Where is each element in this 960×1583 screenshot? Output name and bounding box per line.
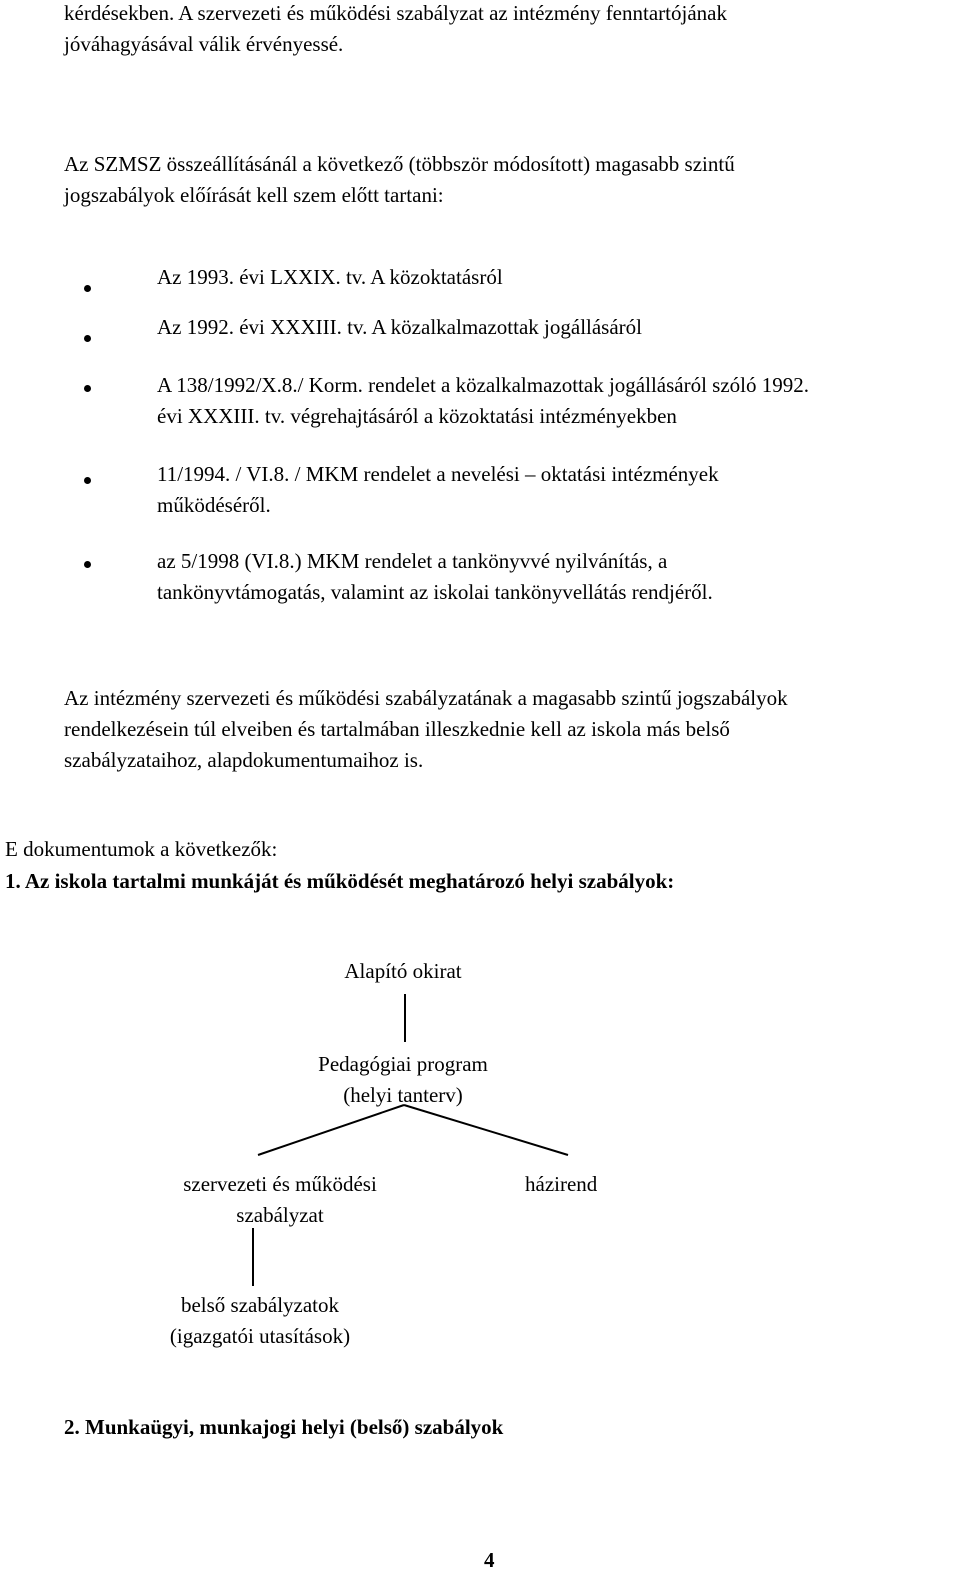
law-item-line: A 138/1992/X.8./ Korm. rendelet a közalkalmazottak jogállásáról szóló 1992.	[157, 373, 810, 397]
szmsz-line-2: jogszabályok előírását kell szem előtt tartani:	[64, 183, 444, 207]
branch-line-right	[404, 1105, 568, 1155]
law-item-text: Az 1992. évi XXXIII. tv. A közalkalmazottak jogállásáról	[157, 315, 642, 339]
branch-line-left	[258, 1105, 404, 1155]
intro-line-2: jóváhagyásával válik érvényessé.	[64, 32, 344, 56]
law-item-line: működéséről.	[157, 493, 271, 517]
belso-szabalyzatok-node	[120, 1290, 400, 1352]
section-2-heading: 2. Munkaügyi, munkajogi helyi (belső) szabályok	[64, 1415, 504, 1439]
institution-line-3: szabályzataihoz, alapdokumentumaihoz is.	[64, 748, 424, 772]
alapito-okirat-node: Alapító okirat	[344, 959, 462, 983]
pedagogiai-line-1: Pedagógiai program	[318, 1052, 488, 1076]
belso-line-2: (igazgatói utasítások)	[169, 1324, 351, 1348]
connector-line	[252, 1228, 254, 1286]
pedagogiai-line-2: (helyi tanterv)	[343, 1083, 463, 1107]
law-item-line: tankönyvtámogatás, valamint az iskolai tankönyvellátás rendjéről.	[157, 580, 713, 604]
institution-line-2: rendelkezésein túl elveiben és tartalmában illeszkednie kell az iskola más belső	[64, 717, 730, 741]
intro-line-1: kérdésekben. A szervezeti és működési szabályzat az intézmény fenntartójának	[64, 1, 727, 25]
hazirend-node: házirend	[525, 1172, 598, 1196]
law-item-line: az 5/1998 (VI.8.) MKM rendelet a tankönyvvé nyilvánítás, a	[157, 549, 668, 573]
institution-line-1: Az intézmény szervezeti és működési szabályzatának a magasabb szintű jogszabályok	[64, 686, 788, 710]
szmsz-line-1: Az SZMSZ összeállításánál a következő (többször módosított) magasabb szintű	[64, 152, 735, 176]
law-item-text: Az 1993. évi LXXIX. tv. A közoktatásról	[157, 265, 503, 289]
law-item-line: évi XXXIII. tv. végrehajtásáról a közoktatási intézményekben	[157, 404, 677, 428]
szmsz-node-line-2: szabályzat	[236, 1203, 324, 1227]
belso-line-1: belső szabályzatok	[180, 1293, 340, 1317]
documents-label: E dokumentumok a következők:	[5, 837, 278, 861]
page-number: 4	[484, 1548, 495, 1572]
law-item-line: 11/1994. / VI.8. / MKM rendelet a nevelési – oktatási intézmények	[157, 462, 719, 486]
section-1-heading: 1. Az iskola tartalmi munkáját és működését meghatározó helyi szabályok:	[5, 869, 675, 893]
szmsz-node	[140, 1169, 420, 1231]
szmsz-node-line-1: szervezeti és működési	[183, 1172, 377, 1196]
